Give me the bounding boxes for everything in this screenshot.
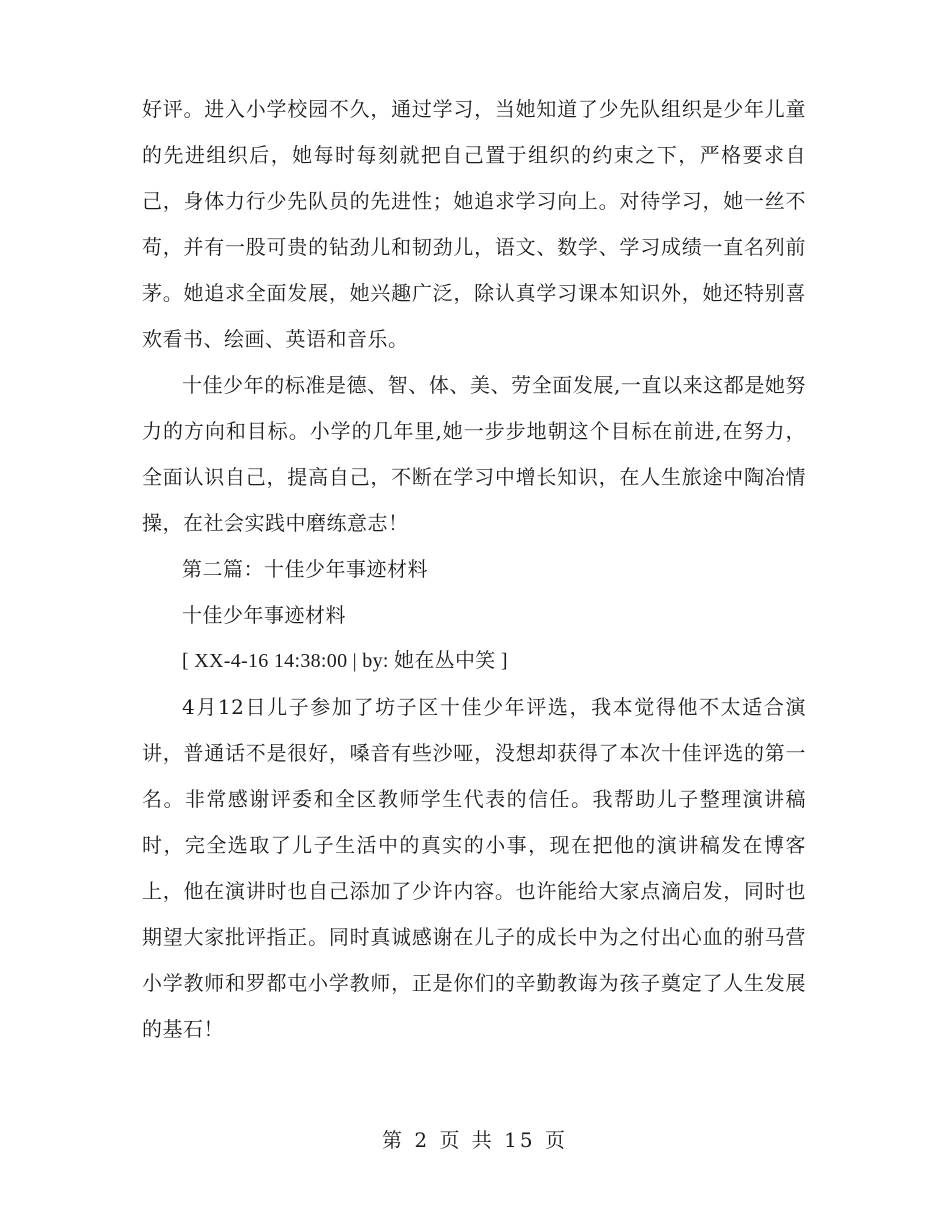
document-body: [142, 86, 806, 1052]
page-number-footer: 第 2 页 共 15 页: [382, 1128, 568, 1152]
paragraph: 4月12日儿子参加了坊子区十佳少年评选，我本觉得他不太适合演讲，普通话不是很好，嗓音有些沙哑，没想却获得了本次十佳评选的第一名。非常感谢评委和全区教师学生代表的信任。我帮助儿子整理演讲稿时，完全选取了儿子生活中的真实的小事，现在把他的演讲稿发在博客上，他在演讲时也自己添加了少许内容。也许能给大家点滴启发，同时也期望大家批评指正。同时真诚感谢在儿子的成长中为之付出心血的驸马营小学教师和罗都屯小学教师，正是你们的辛勤教诲为孩子奠定了人生发展的基石！: [142, 695, 806, 1041]
paragraph: 十佳少年的标准是德、智、体、美、劳全面发展,一直以来这都是她努力的方向和目标。小学的几年里,她一步步地朝这个目标在前进,在努力，全面认识自己，提高自己，不断在学习中增长知识，在人生旅途中陶冶情操，在社会实践中磨练意志！: [142, 373, 806, 535]
paragraph-continued: 好评。进入小学校园不久，通过学习，当她知道了少先队组织是少年儿童的先进组织后，她每时每刻就把自己置于组织的约束之下，严格要求自己，身体力行少先队员的先进性；她追求学习向上。对待学习，她一丝不苟，并有一股可贵的钻劲儿和韧劲儿，语文、数学、学习成绩一直名列前茅。她追求全面发展，她兴趣广泛，除认真学习课本知识外，她还特别喜欢看书、绘画、英语和音乐。: [142, 97, 806, 351]
post-metadata: [ XX-4-16 14:38:00 | by: 她在丛中笑 ]: [182, 650, 508, 672]
section-heading: 第二篇：十佳少年事迹材料: [182, 557, 428, 581]
article-title: 十佳少年事迹材料: [182, 603, 346, 627]
